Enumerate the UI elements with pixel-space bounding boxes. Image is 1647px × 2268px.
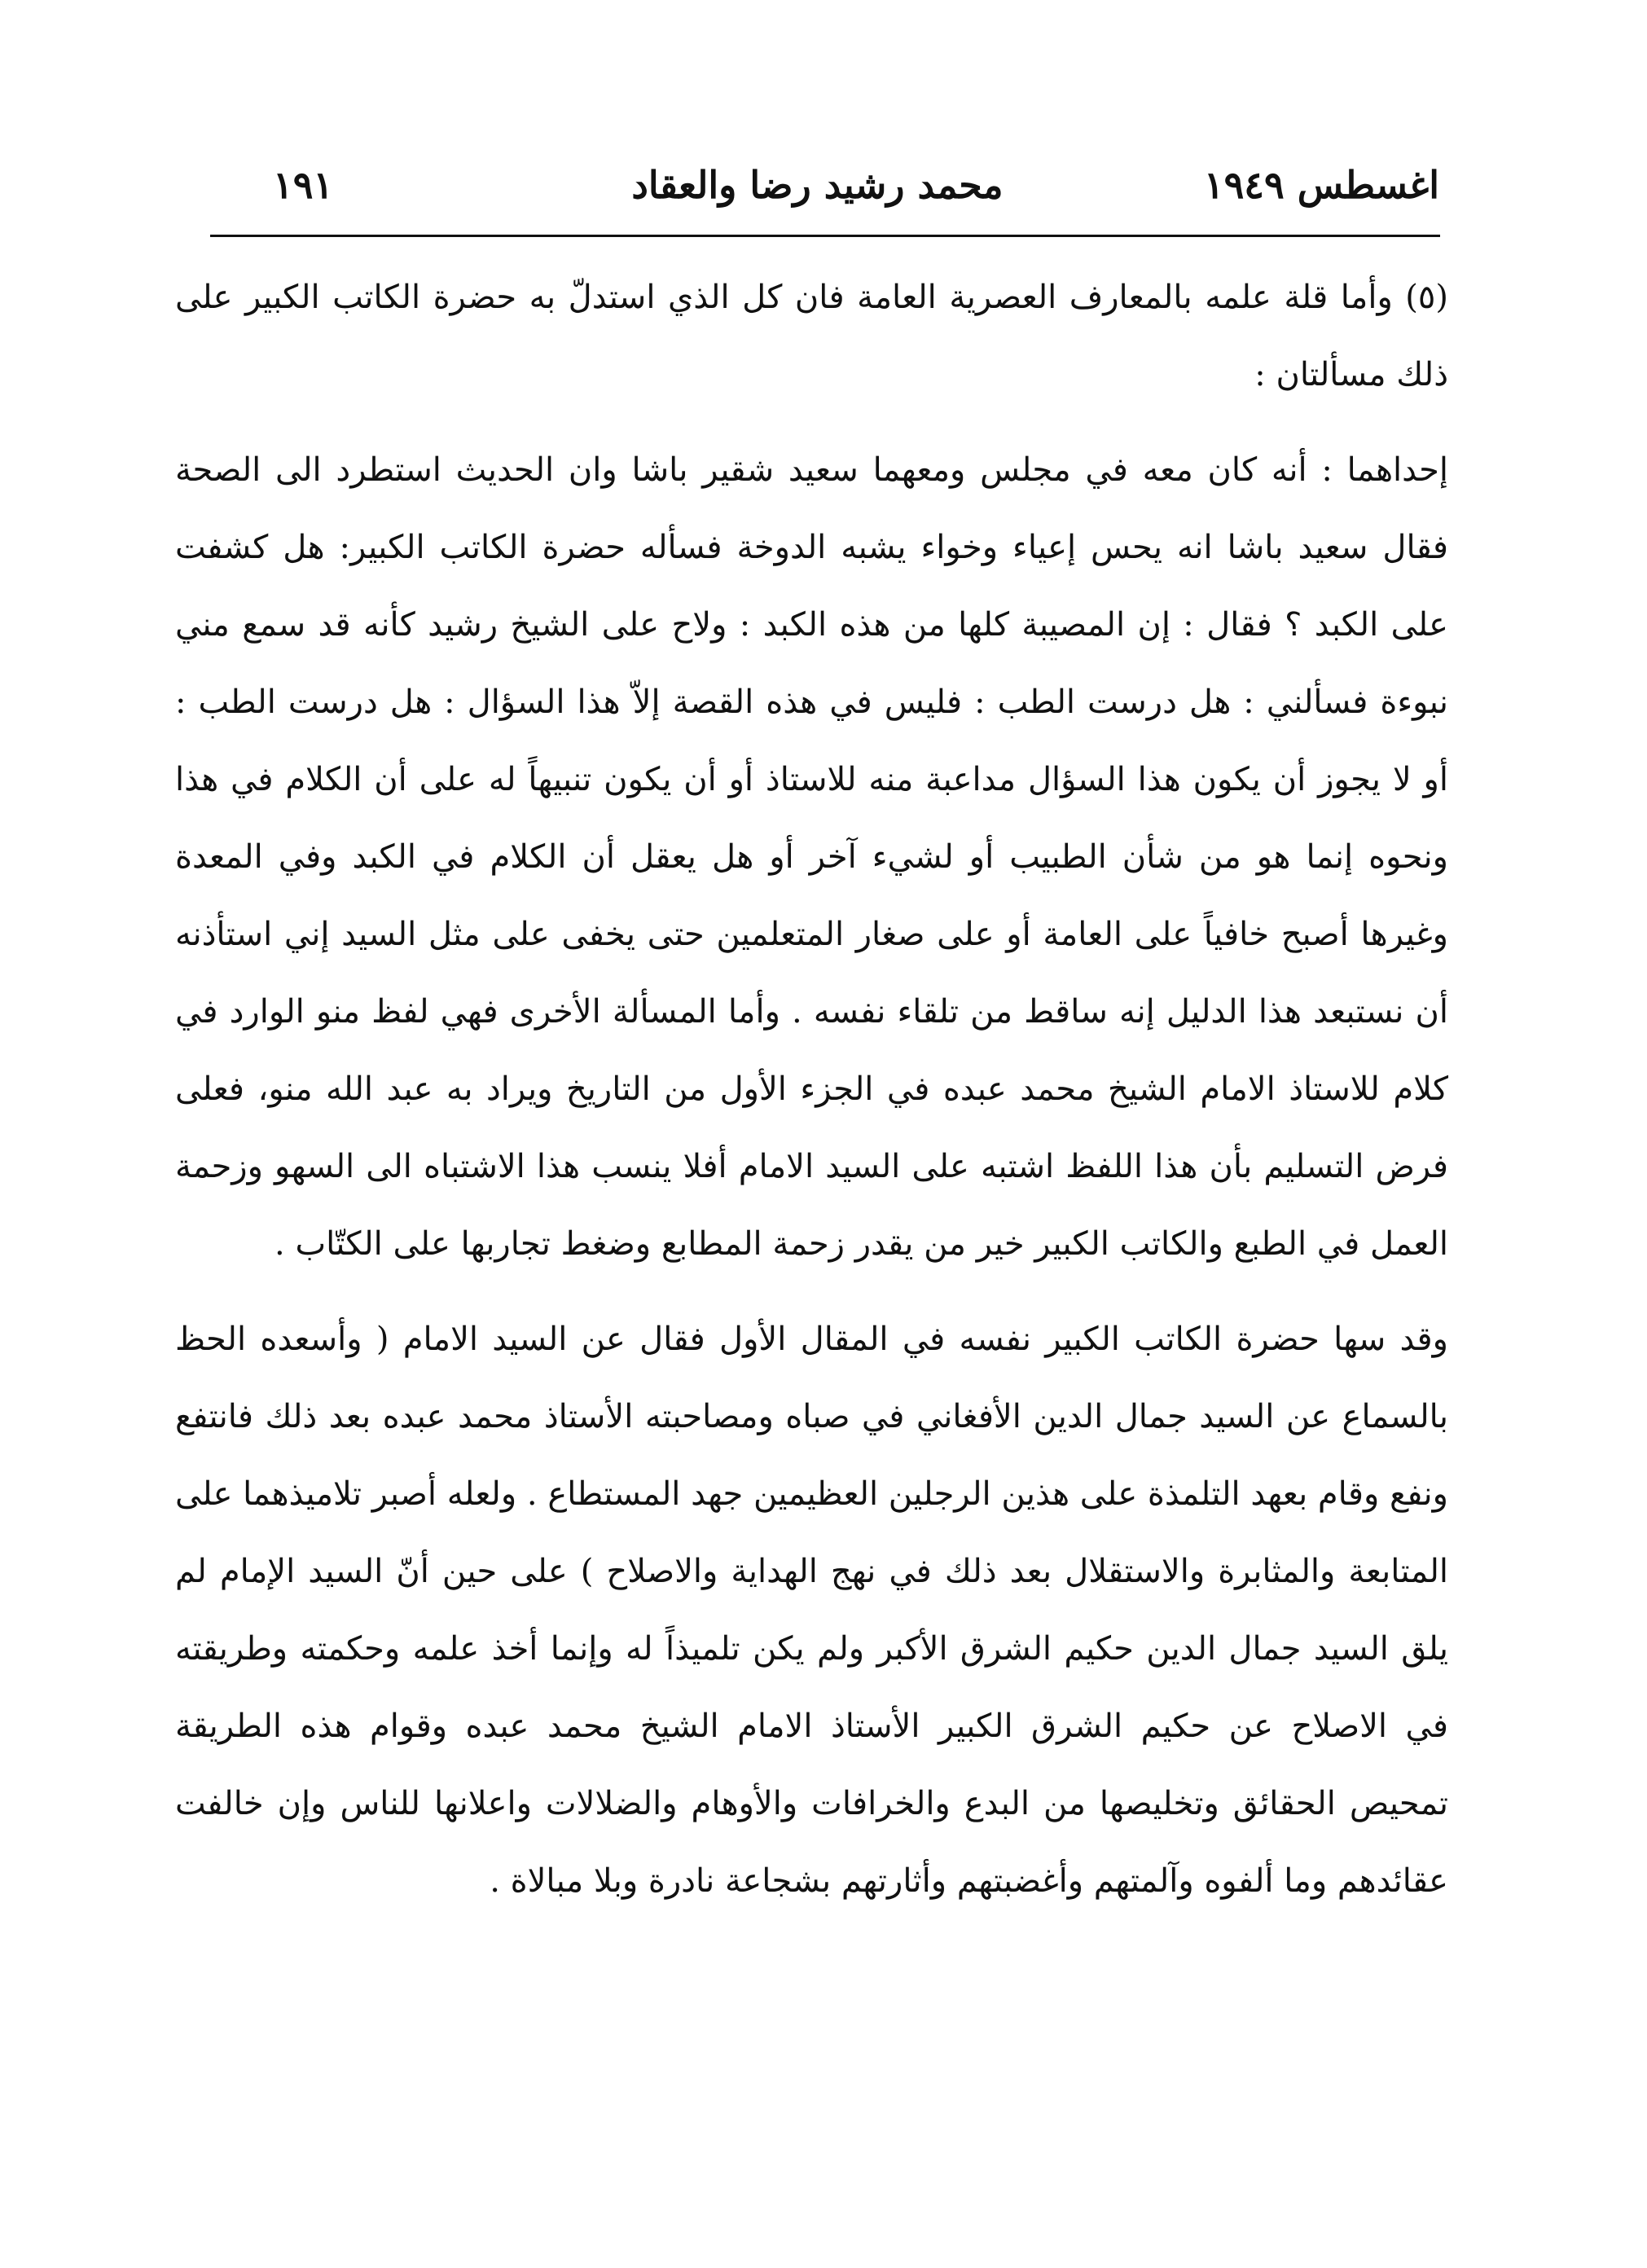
- header-title: محمد رشيد رضا والعقاد: [631, 163, 1004, 207]
- paragraph-2: إحداهما : أنه كان معه في مجلس ومعهما سعيد شقير باشا وان الحديث استطرد الى الصحة فقال سعيد باشا انه يحس إعياء وخواء يشبه الدوخة فسأله حضرة الكاتب الكبير: هل كشفت على الكبد ؟ فقال : إن المصيبة كلها من هذه الكبد : ولاح على الشيخ رشيد كأنه قد سمع مني نبوءة فسألني : هل درست الطب : فليس في هذه القصة إلاّ هذا السؤال : هل درست الطب : أو لا يجوز أن يكون هذا السؤال مداعبة منه للاستاذ أو أن يكون تنبيهاً له على أن الكلام في هذا ونحوه إنما هو من شأن الطبيب أو لشيء آخر أو هل يعقل أن الكلام في الكبد وفي المعدة وغيرها أصبح خافياً على العامة أو على صغار المتعلمين حتى يخفى على مثل السيد إني استأذنه أن نستبعد هذا الدليل إنه ساقط من تلقاء نفسه . وأما المسألة الأخرى فهي لفظ منو الوارد في كلام للاستاذ الامام الشيخ محمد عبده في الجزء الأول من التاريخ ويراد به عبد الله منو، فعلى فرض التسليم بأن هذا اللفظ اشتبه على السيد الامام أفلا ينسب هذا الاشتباه الى السهو وزحمة العمل في الطبع والكاتب الكبير خير من يقدر زحمة المطابع وضغط تجاربها على الكتّاب .: [175, 451, 1449, 1263]
- body-text: [175, 259, 1448, 1920]
- paragraph-1: (٥) وأما قلة علمه بالمعارف العصرية العامة فان كل الذي استدلّ به حضرة الكاتب الكبير على ذلك مسألتان :: [175, 279, 1448, 393]
- page-number: ١٩١: [273, 163, 334, 207]
- header-date: اغسطس ١٩٤٩: [1203, 163, 1439, 207]
- header-rule: [210, 235, 1440, 237]
- running-header: [195, 156, 1439, 213]
- paragraph-3: وقد سها حضرة الكاتب الكبير نفسه في المقال الأول فقال عن السيد الامام ( وأسعده الحظ بالسماع عن السيد جمال الدين الأفغاني في صباه ومصاحبته الأستاذ محمد عبده بعد ذلك فانتفع ونفع وقام بعهد التلمذة على هذين الرجلين العظيمين جهد المستطاع . ولعله أصبر تلاميذهما على المتابعة والمثابرة والاستقلال بعد ذلك في نهج الهداية والاصلاح ) على حين أنّ السيد الإمام لم يلق السيد جمال الدين حكيم الشرق الأكبر ولم يكن تلميذاً له وإنما أخذ علمه وحكمته وطريقته في الاصلاح عن حكيم الشرق الكبير الأستاذ الامام الشيخ محمد عبده وقوام هذه الطريقة تمحيص الحقائق وتخليصها من البدع والخرافات والأوهام والضلالات واعلانها للناس وإن خالفت عقائدهم وما ألفوه وآلمتهم وأغضبتهم وأثارتهم بشجاعة نادرة وبلا مبالاة .: [174, 1321, 1448, 1900]
